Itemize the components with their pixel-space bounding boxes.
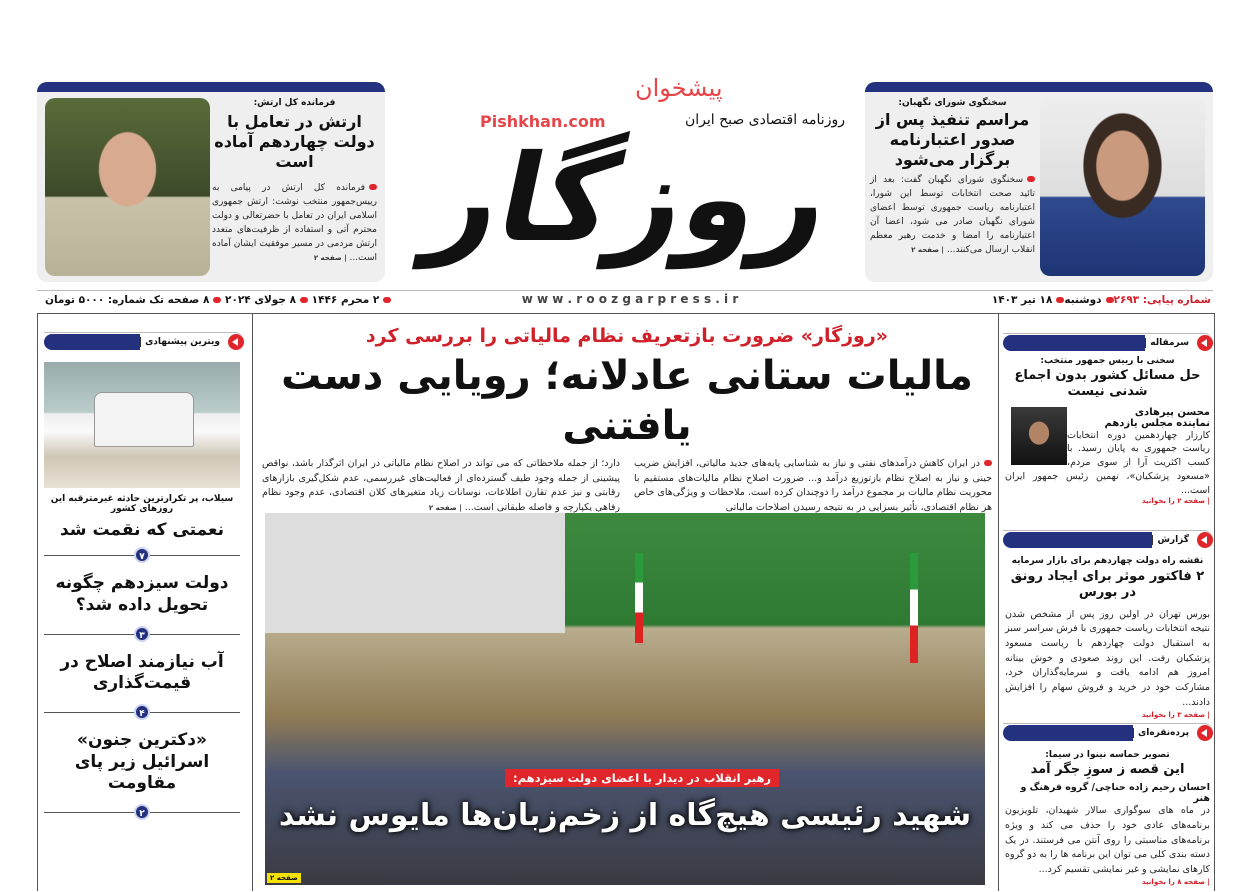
photo-headline: شهید رئیسی هیچ‌گاه از زخم‌زبان‌ها مایوس نشد <box>278 798 972 833</box>
photo-wall <box>265 513 565 633</box>
section-tab-silver-screen[interactable] <box>1003 723 1213 741</box>
section-label: سرمقاله <box>1145 338 1193 348</box>
lead-body: دارد؛ از جمله ملاحظاتی که می تواند در اصلاح نظام مالیاتی در ایران اثرگذار باشد، نواقص پیشینی از جمله وجود طیف گسترده‌ای از فعالیت‌های غیررسمی، عدم شکل‌گیری بازارهای رقابتی و نیز عدم تقارن اطلاعات، نوسانات زیاد متغیرهای کلان اقتصادی، عدم وجود نظام رفاهی یکپارچه و فاصله طبقاتی است... <box>262 458 620 514</box>
spokesman-photo <box>1040 98 1205 276</box>
army-commander-photo <box>45 98 210 276</box>
website[interactable]: w w w . r o o z g a r p r e s s . i r <box>521 292 739 306</box>
headline: حل مسائل کشور بدون اجماع شدنی نیست <box>1014 368 1201 400</box>
price: ۸ صفحه تک شماره: ۵۰۰۰ تومان <box>45 294 210 306</box>
photo-story[interactable] <box>265 513 985 885</box>
page-number: ۷ <box>134 547 150 563</box>
play-icon <box>1197 532 1213 548</box>
play-icon <box>1197 335 1213 351</box>
section-tab-editorial[interactable] <box>1003 333 1213 351</box>
top-left-story[interactable] <box>37 82 385 282</box>
section-tab-showcase[interactable] <box>44 332 244 350</box>
page-ref: صفحه ۲ <box>267 873 301 883</box>
solar-date: ۱۸ تیر ۱۴۰۳ <box>991 294 1053 306</box>
headline: مراسم تنفیذ پس از صدور اعتبارنامه برگزار می‌شود <box>875 110 1030 169</box>
flag-icon <box>910 553 918 663</box>
section-tab-report[interactable] <box>1003 530 1213 548</box>
page-number: ۳ <box>134 626 150 642</box>
teaser-headline[interactable]: «دکترین جنون» اسرائیل زیر پای مقاومت <box>74 730 210 793</box>
body-text: سخنگوی شورای نگهبان گفت: بعد از تائید صحت انتخابات توسط این شورا، اعتبارنامه ریاست جمهوری توسط اعضای شورای نگهبان صادر می شود، اعضا آن اعتبارنامه را امضا و خدمت رهبر معظم انقلاب ارسال می‌کنند... <box>870 175 1035 255</box>
teaser-headline[interactable]: نعمتی که نقمت شد <box>59 520 224 540</box>
author-role: نماینده مجلس یازدهم <box>1104 417 1210 429</box>
section-label: ویترین پیشنهادی <box>140 337 224 347</box>
kicker: فرمانده کل ارتش: <box>253 98 336 108</box>
play-icon <box>1197 725 1213 741</box>
watermark-url: Pishkhan.com <box>480 112 606 131</box>
left-column-list <box>44 494 240 824</box>
author-name: احسان رحیم زاده حناچی/ گروه فرهنگ و هنر <box>1020 782 1210 805</box>
silver-screen-story[interactable] <box>1005 750 1210 886</box>
headline: این قصه ز سوزِ جگر آمد <box>1030 762 1185 777</box>
section-label: گزارش <box>1152 535 1193 545</box>
body-text: در ماه های سوگواری سالار شهیدان، تلویزیون برنامه‌های عادی خود را حذف می کند و ویژه برنامه‌های مناسبتی را روی آنتن می فرستند. در یک دسته بندی کلی می توان این برنامه ها را به دو گروه کارهای نمایشی و غیر نمایشی تقسیم کرد... <box>1005 805 1210 876</box>
page-marker <box>44 626 240 642</box>
read-more-link[interactable]: | صفحه ۳ را بخوانید <box>1141 710 1210 719</box>
kicker: سخنگوی شورای نگهبان: <box>898 98 1007 108</box>
dateline <box>37 290 1213 310</box>
read-more-link[interactable]: | صفحه ۲ را بخوانید <box>1141 497 1210 506</box>
report-story[interactable] <box>1005 556 1210 719</box>
editorial-story[interactable] <box>1005 356 1210 505</box>
headline: ۲ فاکتور موثر برای ایجاد رونق در بورس <box>1010 569 1205 601</box>
subtitle: روزنامه اقتصادی صبح ایران <box>684 112 845 128</box>
page-marker <box>44 704 240 720</box>
page-ref: | صفحه ۲ <box>911 245 944 254</box>
kicker: نقشه راه دولت چهاردهم برای بازار سرمایه <box>1011 556 1204 566</box>
flag-icon <box>635 553 643 643</box>
body-text: فرمانده کل ارتش در پیامی به رییس‌جمهور منتخب نوشت: ارتش جمهوری اسلامی ایران در تعامل با حضرتعالی و دولت محترم آتی و استفاده از ظرفیت‌های متعدد ارتش مردمی در مسیر موفقیت ایشان آماده است... <box>212 183 377 263</box>
author-photo <box>1011 407 1067 465</box>
car-shape <box>94 392 194 447</box>
divider <box>998 313 999 891</box>
photo-kicker: رهبر انقلاب در دیدار با اعضای دولت سیزدهم: <box>505 769 779 787</box>
divider <box>252 313 253 891</box>
lead-headline: مالیات ستانی عادلانه؛ رویایی دست یافتنی <box>281 353 973 449</box>
top-right-story[interactable] <box>865 82 1213 282</box>
bullet-icon <box>369 184 377 190</box>
teaser-headline[interactable]: دولت سیزدهم چگونه تحویل داده شد؟ <box>55 573 229 615</box>
kicker: سخنی با رییس جمهور منتخب: <box>1040 356 1175 366</box>
divider <box>865 82 1213 92</box>
logo: روزگار <box>416 130 844 269</box>
page-marker <box>44 804 240 820</box>
teaser-headline[interactable]: آب نیازمند اصلاح در قیمت‌گذاری <box>60 651 224 693</box>
bullet-icon <box>984 460 992 466</box>
lead-kicker: «روزگار» ضرورت بازتعریف نظام مالیاتی را بررسی کرد <box>365 325 889 347</box>
kicker: تصویر حماسه نینوا در سیما: <box>1045 750 1170 760</box>
page-number: ۲ <box>134 804 150 820</box>
gregorian-date: ۸ جولای ۲۰۲۴ <box>225 294 296 306</box>
body-text: کارزار چهاردهمین دوره انتخابات ریاست جمهوری به پایان رسید. با کسب اکثریت آرا از سوی مردم، «مسعود پزشکیان»، نهمین رئیس جمهور ایران است... <box>1005 429 1210 496</box>
section-label: پرده‌نقره‌ای <box>1133 728 1193 738</box>
masthead <box>400 40 860 290</box>
lunar-date: ۲ محرم ۱۴۴۶ <box>311 294 380 306</box>
play-icon <box>228 334 244 350</box>
flood-photo <box>44 362 240 488</box>
page-marker <box>44 547 240 563</box>
kicker: سیلاب، پر تکرارترین حادثه غیرمترقبه این روزهای کشور <box>50 494 234 514</box>
watermark: پیشخوان <box>635 74 723 102</box>
headline: ارتش در تعامل با دولت چهاردهم آماده است <box>214 112 375 171</box>
page-number: ۴ <box>134 704 150 720</box>
page-ref: | صفحه ۲ <box>428 504 462 513</box>
author-name: محسن پیرهادی <box>1134 406 1210 418</box>
body-text: بورس تهران در اولین روز پس از مشخص شدن نتیجه انتخابات ریاست جمهوری با فرش سراسر سبز به استقبال دولت چهاردهم با ریاست مسعود پزشکیان رفت. این روند صعودی و خوش بینانه امروز هم ادامه یافت و سرمایه‌گذاران خرد، مشارکت خود در خرید و فروش سهام را افزایش دادند... <box>1005 608 1210 708</box>
divider <box>37 82 385 92</box>
read-more-link[interactable]: | صفحه ۸ را بخوانید <box>1141 877 1210 886</box>
issue-number: شماره پیاپی: ۲۶۹۳ <box>1113 294 1211 306</box>
page-ref: | صفحه ۲ <box>313 253 347 262</box>
lead-body: در ایران کاهش درآمدهای نفتی و نیاز به شناسایی پایه‌های جدید مالیاتی، افزایش ضریب جینی و نیاز به اصلاح نظام بازتوزیع درآمد و... ضرورت اصلاح نظام مالیات‌های مستقیم با محوریت نظام مالیات بر مجموع درآمد را دوچندان کرده است. ملاحظات و ویژگی‌های خاص هر نظام اقتصادی، تأثیر بسزایی در به نتیجه رسیدن اصلاحات مالیاتی <box>634 458 992 514</box>
weekday: دوشنبه <box>1064 294 1102 306</box>
bullet-icon <box>1027 176 1035 182</box>
lead-story[interactable] <box>262 325 992 516</box>
